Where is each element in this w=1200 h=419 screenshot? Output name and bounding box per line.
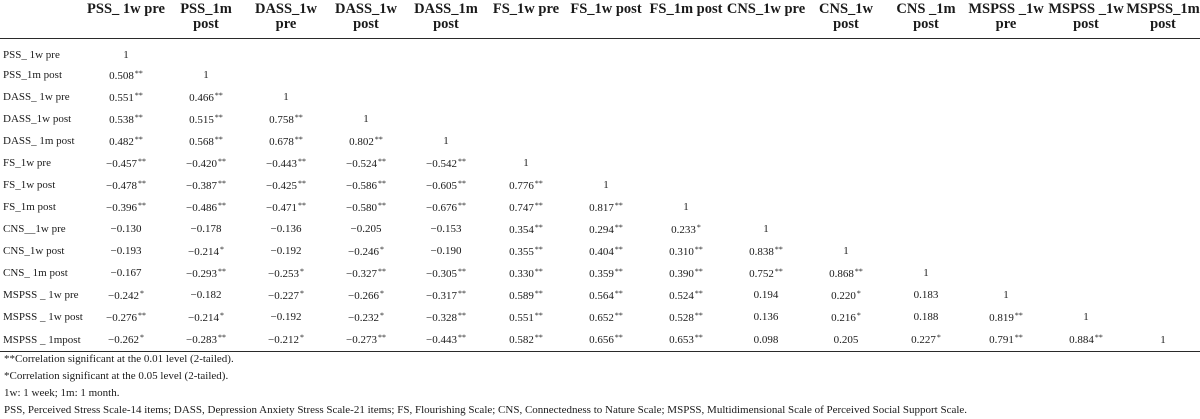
row-label: MSPSS _ 1w pre bbox=[3, 289, 79, 301]
row-label: DASS_1w post bbox=[3, 113, 72, 125]
correlation-cell: 0.220* bbox=[831, 288, 861, 302]
correlation-cell: −0.276** bbox=[106, 310, 146, 324]
column-header: DASS_1w post bbox=[334, 1, 398, 32]
empty-cell bbox=[1046, 174, 1126, 196]
empty-cell bbox=[566, 39, 646, 65]
column-header: MSPSS _1w post bbox=[1048, 1, 1124, 32]
correlation-cell: −0.542** bbox=[426, 156, 466, 170]
correlation-cell: 0.589** bbox=[509, 288, 543, 302]
row-label: DASS_ 1w pre bbox=[3, 91, 70, 103]
empty-cell bbox=[966, 130, 1046, 152]
correlation-cell: −0.273** bbox=[346, 333, 386, 346]
column-header: FS_1w post bbox=[570, 1, 642, 17]
correlation-cell: −0.524** bbox=[346, 156, 386, 170]
correlation-cell: 0.482** bbox=[109, 134, 143, 148]
table-row bbox=[0, 64, 1200, 86]
empty-cell bbox=[1126, 86, 1200, 108]
correlation-cell: −0.262* bbox=[108, 333, 144, 346]
empty-cell bbox=[806, 152, 886, 174]
empty-cell bbox=[806, 218, 886, 240]
empty-cell bbox=[1046, 196, 1126, 218]
empty-cell bbox=[646, 130, 726, 152]
correlation-cell: 1 bbox=[1083, 311, 1089, 323]
empty-cell bbox=[1046, 152, 1126, 174]
empty-cell bbox=[726, 152, 806, 174]
correlation-cell: −0.605** bbox=[426, 178, 466, 192]
correlation-cell: 0.310** bbox=[669, 244, 703, 258]
table-row bbox=[0, 218, 1200, 240]
empty-cell bbox=[886, 39, 966, 65]
empty-cell bbox=[166, 39, 246, 65]
correlation-cell: 0.524** bbox=[669, 288, 703, 302]
correlation-cell: 0.817** bbox=[589, 200, 623, 214]
correlation-cell: −0.253* bbox=[268, 266, 304, 280]
row-label: MSPSS _ 1mpost bbox=[3, 333, 81, 346]
empty-cell bbox=[726, 174, 806, 196]
correlation-cell: 0.868** bbox=[829, 266, 863, 280]
correlation-cell: 0.354** bbox=[509, 222, 543, 236]
correlation-cell: 0.188 bbox=[913, 311, 939, 323]
correlation-cell: 0.758** bbox=[269, 112, 303, 126]
correlation-cell: 0.652** bbox=[589, 310, 623, 324]
table-row bbox=[0, 39, 1200, 65]
empty-cell bbox=[886, 152, 966, 174]
empty-cell bbox=[886, 240, 966, 262]
correlation-cell: −0.293** bbox=[186, 266, 226, 280]
row-label: PSS_1m post bbox=[3, 69, 62, 81]
empty-cell bbox=[406, 86, 486, 108]
empty-cell bbox=[806, 174, 886, 196]
empty-cell bbox=[486, 64, 566, 86]
empty-cell bbox=[1126, 130, 1200, 152]
correlation-cell: 0.551** bbox=[509, 310, 543, 324]
empty-cell bbox=[966, 108, 1046, 130]
empty-cell bbox=[886, 64, 966, 86]
empty-cell bbox=[1126, 218, 1200, 240]
correlation-cell: 1 bbox=[683, 201, 689, 213]
row-label: DASS_ 1m post bbox=[3, 135, 75, 147]
empty-cell bbox=[966, 218, 1046, 240]
empty-cell bbox=[966, 262, 1046, 284]
empty-cell bbox=[566, 108, 646, 130]
table-row bbox=[0, 240, 1200, 262]
empty-cell bbox=[1046, 130, 1126, 152]
correlation-cell: 0.653** bbox=[669, 333, 703, 346]
correlation-cell: −0.130 bbox=[110, 223, 142, 235]
table-notes bbox=[4, 351, 1194, 419]
column-header: DASS_1w pre bbox=[254, 1, 318, 32]
correlation-cell: 1 bbox=[923, 267, 929, 279]
empty-cell bbox=[246, 64, 326, 86]
empty-cell bbox=[1126, 39, 1200, 65]
column-header: MSPSS_1m post bbox=[1126, 1, 1200, 32]
empty-cell bbox=[726, 130, 806, 152]
correlation-cell: −0.242* bbox=[108, 288, 144, 302]
correlation-cell: 1 bbox=[763, 223, 769, 235]
empty-cell bbox=[1126, 108, 1200, 130]
correlation-cell: −0.227* bbox=[268, 288, 304, 302]
correlation-cell: 1 bbox=[283, 91, 289, 103]
correlation-cell: −0.214* bbox=[188, 244, 224, 258]
correlation-cell: −0.153 bbox=[430, 223, 462, 235]
table-note: 1w: 1 week; 1m: 1 month. bbox=[4, 387, 120, 399]
correlation-cell: 0.205 bbox=[833, 333, 859, 346]
table-row bbox=[0, 86, 1200, 108]
row-label: FS_1w post bbox=[3, 179, 56, 191]
table-body bbox=[0, 39, 1200, 352]
correlation-cell: −0.443** bbox=[426, 333, 466, 346]
correlation-cell: −0.443** bbox=[266, 156, 306, 170]
empty-cell bbox=[646, 174, 726, 196]
correlation-cell: −0.327** bbox=[346, 266, 386, 280]
correlation-cell: −0.457** bbox=[106, 156, 146, 170]
correlation-cell: 0.294** bbox=[589, 222, 623, 236]
column-header: MSPSS _1w pre bbox=[968, 1, 1044, 32]
empty-cell bbox=[246, 39, 326, 65]
table-note: **Correlation significant at the 0.01 level (2-tailed). bbox=[4, 353, 234, 365]
correlation-cell: 0.404** bbox=[589, 244, 623, 258]
correlation-cell: 0.136 bbox=[753, 311, 779, 323]
table-row bbox=[0, 108, 1200, 130]
correlation-cell: −0.192 bbox=[270, 311, 302, 323]
header-corner bbox=[0, 0, 86, 39]
empty-cell bbox=[1126, 64, 1200, 86]
empty-cell bbox=[886, 174, 966, 196]
table-row bbox=[0, 262, 1200, 284]
correlation-cell: −0.246* bbox=[348, 244, 384, 258]
table-row bbox=[0, 130, 1200, 152]
column-header: PSS_1m post bbox=[180, 1, 232, 32]
correlation-cell: 0.227* bbox=[911, 333, 941, 346]
correlation-cell: −0.305** bbox=[426, 266, 466, 280]
empty-cell bbox=[566, 64, 646, 86]
empty-cell bbox=[726, 108, 806, 130]
correlation-cell: 0.528** bbox=[669, 310, 703, 324]
empty-cell bbox=[1126, 262, 1200, 284]
correlation-cell: 0.678** bbox=[269, 134, 303, 148]
empty-cell bbox=[406, 39, 486, 65]
empty-cell bbox=[966, 196, 1046, 218]
correlation-cell: 0.216* bbox=[831, 310, 861, 324]
correlation-cell: −0.586** bbox=[346, 178, 386, 192]
correlation-cell: 1 bbox=[843, 245, 849, 257]
empty-cell bbox=[326, 39, 406, 65]
correlation-cell: 0.791** bbox=[989, 333, 1023, 346]
empty-cell bbox=[806, 64, 886, 86]
empty-cell bbox=[806, 108, 886, 130]
empty-cell bbox=[1126, 196, 1200, 218]
correlation-cell: 0.819** bbox=[989, 310, 1023, 324]
empty-cell bbox=[1126, 306, 1200, 328]
empty-cell bbox=[1046, 218, 1126, 240]
correlation-cell: 0.747** bbox=[509, 200, 543, 214]
correlation-cell: −0.192 bbox=[270, 245, 302, 257]
correlation-cell: 0.776** bbox=[509, 178, 543, 192]
correlation-cell: 1 bbox=[363, 113, 369, 125]
correlation-cell: 1 bbox=[523, 157, 529, 169]
empty-cell bbox=[1126, 240, 1200, 262]
empty-cell bbox=[1046, 86, 1126, 108]
row-label: CNS__1w pre bbox=[3, 223, 66, 235]
correlation-cell: 0.390** bbox=[669, 266, 703, 280]
column-header: DASS_1m post bbox=[414, 1, 478, 32]
empty-cell bbox=[1126, 174, 1200, 196]
empty-cell bbox=[646, 86, 726, 108]
row-label: CNS_ 1m post bbox=[3, 267, 68, 279]
correlation-cell: 1 bbox=[1003, 289, 1009, 301]
correlation-cell: −0.580** bbox=[346, 200, 386, 214]
empty-cell bbox=[406, 64, 486, 86]
table-row bbox=[0, 152, 1200, 174]
empty-cell bbox=[1046, 262, 1126, 284]
correlation-cell: 0.564** bbox=[589, 288, 623, 302]
correlation-cell: −0.182 bbox=[190, 289, 222, 301]
correlation-cell: −0.193 bbox=[110, 245, 142, 257]
empty-cell bbox=[726, 39, 806, 65]
correlation-cell: 0.355** bbox=[509, 244, 543, 258]
empty-cell bbox=[1046, 39, 1126, 65]
empty-cell bbox=[966, 64, 1046, 86]
correlation-cell: −0.396** bbox=[106, 200, 146, 214]
row-label: PSS_ 1w pre bbox=[3, 48, 60, 61]
correlation-cell: −0.676** bbox=[426, 200, 466, 214]
correlation-cell: −0.212* bbox=[268, 333, 304, 346]
empty-cell bbox=[486, 108, 566, 130]
row-label: FS_1m post bbox=[3, 201, 56, 213]
correlation-cell: 0.233* bbox=[671, 222, 701, 236]
empty-cell bbox=[966, 240, 1046, 262]
empty-cell bbox=[886, 196, 966, 218]
empty-cell bbox=[566, 86, 646, 108]
correlation-cell: −0.214* bbox=[188, 310, 224, 324]
empty-cell bbox=[486, 130, 566, 152]
empty-cell bbox=[566, 152, 646, 174]
correlation-cell: −0.317** bbox=[426, 288, 466, 302]
correlation-cell: 1 bbox=[1160, 333, 1166, 346]
row-label: CNS_1w post bbox=[3, 245, 65, 257]
correlation-cell: −0.167 bbox=[110, 267, 142, 279]
table-note: *Correlation significant at the 0.05 level (2-tailed). bbox=[4, 370, 229, 382]
row-label: MSPSS _ 1w post bbox=[3, 311, 83, 323]
correlation-cell: −0.387** bbox=[186, 178, 226, 192]
empty-cell bbox=[806, 130, 886, 152]
correlation-cell: −0.190 bbox=[430, 245, 462, 257]
correlation-cell: 0.802** bbox=[349, 134, 383, 148]
column-header: CNS_1w post bbox=[819, 1, 873, 32]
empty-cell bbox=[1126, 284, 1200, 306]
correlation-cell: 1 bbox=[123, 48, 129, 61]
correlation-cell: −0.136 bbox=[270, 223, 302, 235]
empty-cell bbox=[326, 86, 406, 108]
empty-cell bbox=[806, 39, 886, 65]
empty-cell bbox=[1046, 108, 1126, 130]
column-header: FS_1w pre bbox=[492, 1, 560, 17]
correlation-cell: −0.486** bbox=[186, 200, 226, 214]
correlation-cell: −0.232* bbox=[348, 310, 384, 324]
correlation-cell: −0.328** bbox=[426, 310, 466, 324]
empty-cell bbox=[966, 152, 1046, 174]
correlation-cell: 0.508** bbox=[109, 68, 143, 82]
correlation-cell: −0.205 bbox=[350, 223, 382, 235]
correlation-cell: −0.471** bbox=[266, 200, 306, 214]
empty-cell bbox=[486, 86, 566, 108]
empty-cell bbox=[886, 86, 966, 108]
empty-cell bbox=[646, 39, 726, 65]
correlation-cell: 1 bbox=[443, 135, 449, 147]
empty-cell bbox=[966, 39, 1046, 65]
table-row bbox=[0, 306, 1200, 328]
correlation-cell: −0.425** bbox=[266, 178, 306, 192]
column-header: CNS_1w pre bbox=[726, 1, 806, 17]
empty-cell bbox=[966, 86, 1046, 108]
correlation-cell: 0.330** bbox=[509, 266, 543, 280]
column-header: PSS_ 1w pre bbox=[87, 1, 165, 17]
header-row bbox=[0, 0, 1200, 39]
empty-cell bbox=[406, 108, 486, 130]
empty-cell bbox=[1046, 284, 1126, 306]
correlation-cell: 0.551** bbox=[109, 90, 143, 104]
empty-cell bbox=[806, 86, 886, 108]
correlation-cell: 0.194 bbox=[753, 289, 779, 301]
column-header: CNS _1m post bbox=[896, 1, 956, 32]
empty-cell bbox=[966, 174, 1046, 196]
correlation-cell: 0.884** bbox=[1069, 333, 1103, 346]
empty-cell bbox=[726, 86, 806, 108]
empty-cell bbox=[726, 196, 806, 218]
empty-cell bbox=[326, 64, 406, 86]
correlation-cell: 0.515** bbox=[189, 112, 223, 126]
empty-cell bbox=[646, 152, 726, 174]
correlation-cell: 0.752** bbox=[749, 266, 783, 280]
correlation-cell: 0.466** bbox=[189, 90, 223, 104]
empty-cell bbox=[1046, 64, 1126, 86]
correlation-cell: 0.838** bbox=[749, 244, 783, 258]
empty-cell bbox=[886, 108, 966, 130]
empty-cell bbox=[806, 196, 886, 218]
column-header: FS_1m post bbox=[649, 1, 723, 17]
empty-cell bbox=[646, 108, 726, 130]
empty-cell bbox=[486, 39, 566, 65]
table-note: PSS, Perceived Stress Scale-14 items; DASS, Depression Anxiety Stress Scale-21 items; FS, Flourishing Scale; CNS, Connectedness to Nature Scale; MSPSS, Multidimensional Scale of Perceived Social Support Scale. bbox=[4, 404, 968, 416]
correlation-cell: 1 bbox=[203, 69, 209, 81]
table-row bbox=[0, 174, 1200, 196]
empty-cell bbox=[886, 218, 966, 240]
empty-cell bbox=[726, 64, 806, 86]
correlation-cell: −0.266* bbox=[348, 288, 384, 302]
correlation-cell: −0.178 bbox=[190, 223, 222, 235]
empty-cell bbox=[886, 130, 966, 152]
empty-cell bbox=[1046, 240, 1126, 262]
correlation-cell: 0.359** bbox=[589, 266, 623, 280]
table-row bbox=[0, 328, 1200, 352]
correlation-cell: 0.098 bbox=[753, 333, 779, 346]
correlation-cell: 0.582** bbox=[509, 333, 543, 346]
correlation-cell: 0.183 bbox=[913, 289, 939, 301]
correlation-cell: 0.656** bbox=[589, 333, 623, 346]
correlation-cell: −0.283** bbox=[186, 333, 226, 346]
correlation-cell: 0.568** bbox=[189, 134, 223, 148]
correlation-cell: −0.420** bbox=[186, 156, 226, 170]
row-label: FS_1w pre bbox=[3, 157, 51, 169]
correlation-cell: 0.538** bbox=[109, 112, 143, 126]
table-row bbox=[0, 284, 1200, 306]
correlation-cell: −0.478** bbox=[106, 178, 146, 192]
table-row bbox=[0, 196, 1200, 218]
correlation-cell: 1 bbox=[603, 179, 609, 191]
empty-cell bbox=[566, 130, 646, 152]
empty-cell bbox=[646, 64, 726, 86]
empty-cell bbox=[1126, 152, 1200, 174]
